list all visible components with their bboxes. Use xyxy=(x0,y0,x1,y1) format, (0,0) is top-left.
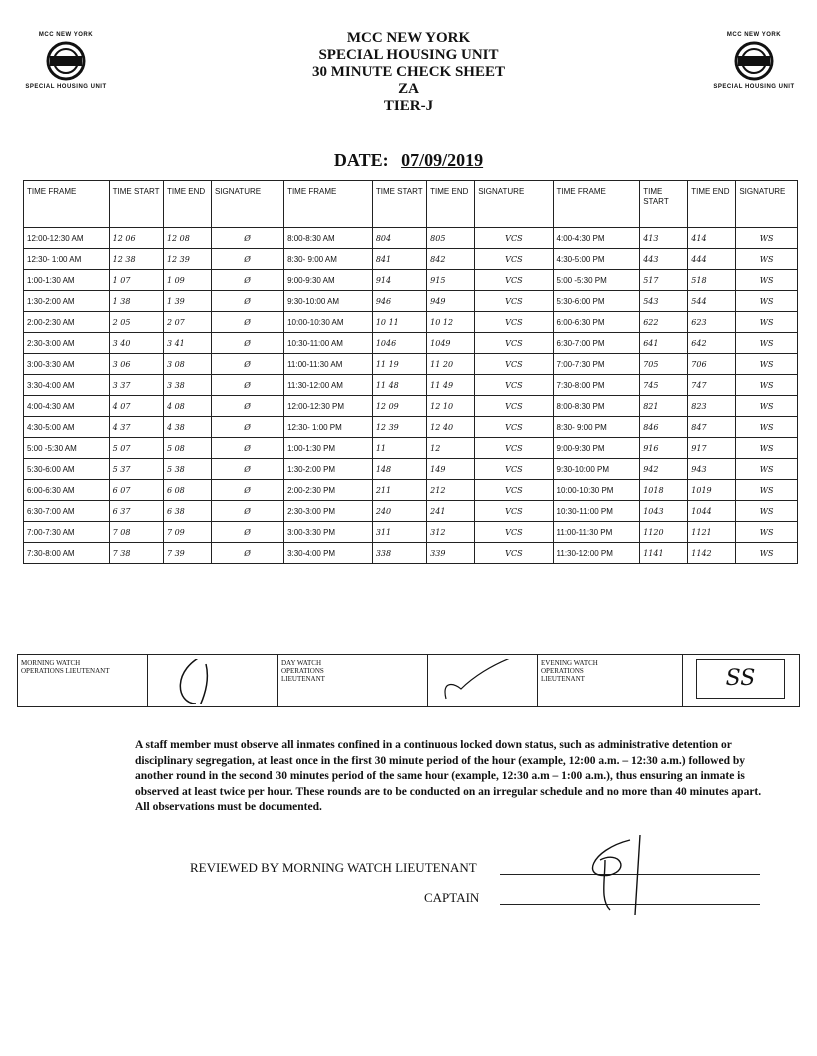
time-end-cell[interactable]: 12 40 xyxy=(427,417,475,438)
time-frame-cell: 2:30-3:00 AM xyxy=(24,333,110,354)
time-end-cell[interactable]: 4 08 xyxy=(163,396,211,417)
signature-cell[interactable]: VCS xyxy=(475,438,553,459)
time-start-cell[interactable]: 443 xyxy=(640,249,688,270)
header-line-4: ZA xyxy=(398,81,419,97)
col-time-frame: TIME FRAME xyxy=(284,181,373,228)
time-start-cell[interactable]: 5 37 xyxy=(109,459,163,480)
signature-cell[interactable]: WS xyxy=(736,522,798,543)
time-frame-cell: 5:30-6:00 AM xyxy=(24,459,110,480)
time-start-cell[interactable]: 1141 xyxy=(640,543,688,564)
time-start-cell[interactable]: 12 09 xyxy=(372,396,426,417)
morning-lieutenant-signature[interactable] xyxy=(148,655,278,706)
signature-cell[interactable]: WS xyxy=(736,417,798,438)
time-end-cell[interactable]: 6 08 xyxy=(163,480,211,501)
col-time-end: TIME END xyxy=(427,181,475,228)
signature-scribble xyxy=(151,659,271,704)
time-frame-cell: 2:30-3:00 PM xyxy=(284,501,373,522)
time-frame-cell: 10:00-10:30 AM xyxy=(284,312,373,333)
signature-cell[interactable]: VCS xyxy=(475,354,553,375)
time-frame-cell: 10:00-10:30 PM xyxy=(553,480,640,501)
time-start-cell[interactable]: 517 xyxy=(640,270,688,291)
time-end-cell[interactable]: 642 xyxy=(688,333,736,354)
time-start-cell[interactable]: 12 06 xyxy=(109,228,163,249)
time-start-cell[interactable]: 6 07 xyxy=(109,480,163,501)
document-header xyxy=(250,30,567,115)
evening-lieutenant-signature[interactable] xyxy=(683,655,798,706)
time-end-cell[interactable]: 847 xyxy=(688,417,736,438)
date-line xyxy=(0,150,817,171)
time-start-cell[interactable]: 7 38 xyxy=(109,543,163,564)
time-frame-cell: 4:30-5:00 AM xyxy=(24,417,110,438)
time-start-cell[interactable]: 148 xyxy=(372,459,426,480)
time-start-cell[interactable]: 543 xyxy=(640,291,688,312)
signature-cell[interactable]: VCS xyxy=(475,312,553,333)
time-frame-cell: 3:00-3:30 AM xyxy=(24,354,110,375)
time-end-cell[interactable]: 917 xyxy=(688,438,736,459)
table-header-row xyxy=(24,181,798,228)
time-end-cell[interactable]: 149 xyxy=(427,459,475,480)
time-frame-cell: 1:30-2:00 AM xyxy=(24,291,110,312)
time-end-cell[interactable]: 5 38 xyxy=(163,459,211,480)
time-end-cell[interactable]: 1044 xyxy=(688,501,736,522)
table-row xyxy=(24,522,798,543)
time-start-cell[interactable]: 841 xyxy=(372,249,426,270)
time-frame-cell: 6:30-7:00 PM xyxy=(553,333,640,354)
signature-cell[interactable]: WS xyxy=(736,249,798,270)
table-body xyxy=(24,228,798,564)
signature-cell[interactable]: VCS xyxy=(475,543,553,564)
time-frame-cell: 9:30-10:00 PM xyxy=(553,459,640,480)
time-end-cell[interactable]: 6 38 xyxy=(163,501,211,522)
time-frame-cell: 8:00-8:30 AM xyxy=(284,228,373,249)
signature-cell[interactable]: VCS xyxy=(475,249,553,270)
signature-cell[interactable]: WS xyxy=(736,291,798,312)
table-row xyxy=(24,459,798,480)
time-frame-cell: 4:00-4:30 AM xyxy=(24,396,110,417)
time-end-cell[interactable]: 1 39 xyxy=(163,291,211,312)
time-end-cell[interactable]: 414 xyxy=(688,228,736,249)
time-end-cell[interactable]: 7 09 xyxy=(163,522,211,543)
signature-cell[interactable]: WS xyxy=(736,333,798,354)
signature-cell[interactable]: Ø xyxy=(212,438,284,459)
time-frame-cell: 3:00-3:30 PM xyxy=(284,522,373,543)
time-start-cell[interactable]: 1120 xyxy=(640,522,688,543)
signature-cell[interactable]: WS xyxy=(736,480,798,501)
header-line-5: TIER-J xyxy=(383,98,434,114)
time-end-cell[interactable]: 12 08 xyxy=(163,228,211,249)
time-start-cell[interactable]: 1018 xyxy=(640,480,688,501)
time-frame-cell: 1:00-1:30 AM xyxy=(24,270,110,291)
time-start-cell[interactable]: 804 xyxy=(372,228,426,249)
time-frame-cell: 5:00 -5:30 PM xyxy=(553,270,640,291)
time-frame-cell: 9:00-9:30 AM xyxy=(284,270,373,291)
table-row xyxy=(24,333,798,354)
time-start-cell[interactable]: 6 37 xyxy=(109,501,163,522)
time-end-cell[interactable]: 1 09 xyxy=(163,270,211,291)
time-start-cell[interactable]: 1043 xyxy=(640,501,688,522)
time-start-cell[interactable]: 846 xyxy=(640,417,688,438)
logo-bottom-text: SPECIAL HOUSING UNIT xyxy=(713,84,795,90)
time-frame-cell: 6:00-6:30 AM xyxy=(24,480,110,501)
time-start-cell[interactable]: 12 38 xyxy=(109,249,163,270)
time-start-cell[interactable]: 622 xyxy=(640,312,688,333)
time-end-cell[interactable]: 11 20 xyxy=(427,354,475,375)
signature-cell[interactable]: VCS xyxy=(475,291,553,312)
time-frame-cell: 8:30- 9:00 PM xyxy=(553,417,640,438)
signature-cell[interactable]: Ø xyxy=(212,291,284,312)
signature-cell[interactable]: Ø xyxy=(212,333,284,354)
reviewer-signature-scribble xyxy=(560,830,680,920)
time-start-cell[interactable]: 11 19 xyxy=(372,354,426,375)
logo-bottom-text: SPECIAL HOUSING UNIT xyxy=(25,84,107,90)
logo-right xyxy=(694,32,814,90)
time-end-cell[interactable]: 544 xyxy=(688,291,736,312)
signature-cell[interactable]: VCS xyxy=(475,417,553,438)
table-row xyxy=(24,354,798,375)
time-start-cell[interactable]: 4 07 xyxy=(109,396,163,417)
time-start-cell[interactable]: 745 xyxy=(640,375,688,396)
day-lieutenant-label: DAY WATCH OPERATIONS LIEUTENANT xyxy=(281,659,325,683)
header-line-2: SPECIAL HOUSING UNIT xyxy=(318,47,499,63)
time-end-cell[interactable]: 11 49 xyxy=(427,375,475,396)
table-row xyxy=(24,501,798,522)
signature-cell[interactable]: VCS xyxy=(475,522,553,543)
col-time-start: TIME START xyxy=(109,181,163,228)
time-end-cell[interactable]: 241 xyxy=(427,501,475,522)
time-frame-cell: 7:00-7:30 PM xyxy=(553,354,640,375)
time-start-cell[interactable]: 705 xyxy=(640,354,688,375)
time-end-cell[interactable]: 4 38 xyxy=(163,417,211,438)
time-start-cell[interactable]: 311 xyxy=(372,522,426,543)
time-frame-cell: 4:00-4:30 PM xyxy=(553,228,640,249)
time-end-cell[interactable]: 12 xyxy=(427,438,475,459)
table-row xyxy=(24,417,798,438)
signature-cell[interactable]: VCS xyxy=(475,459,553,480)
time-end-cell[interactable]: 747 xyxy=(688,375,736,396)
signature-cell[interactable]: WS xyxy=(736,459,798,480)
time-end-cell[interactable]: 212 xyxy=(427,480,475,501)
table-row xyxy=(24,312,798,333)
signature-cell[interactable]: WS xyxy=(736,312,798,333)
table-row xyxy=(24,228,798,249)
signature-cell[interactable]: Ø xyxy=(212,543,284,564)
logo-top-text: MCC NEW YORK xyxy=(726,32,782,38)
time-end-cell[interactable]: 623 xyxy=(688,312,736,333)
time-frame-cell: 4:30-5:00 PM xyxy=(553,249,640,270)
table-row xyxy=(24,438,798,459)
time-end-cell[interactable]: 1142 xyxy=(688,543,736,564)
time-end-cell[interactable]: 444 xyxy=(688,249,736,270)
time-end-cell[interactable]: 949 xyxy=(427,291,475,312)
time-start-cell[interactable]: 2 05 xyxy=(109,312,163,333)
time-start-cell[interactable]: 3 06 xyxy=(109,354,163,375)
signature-cell[interactable]: Ø xyxy=(212,417,284,438)
time-frame-cell: 8:00-8:30 PM xyxy=(553,396,640,417)
time-end-cell[interactable]: 823 xyxy=(688,396,736,417)
signature-cell[interactable]: VCS xyxy=(475,480,553,501)
time-end-cell[interactable]: 842 xyxy=(427,249,475,270)
col-signature: SIGNATURE xyxy=(736,181,798,228)
time-frame-cell: 11:30-12:00 AM xyxy=(284,375,373,396)
time-frame-cell: 1:00-1:30 PM xyxy=(284,438,373,459)
time-end-cell[interactable]: 5 08 xyxy=(163,438,211,459)
time-end-cell[interactable]: 12 39 xyxy=(163,249,211,270)
time-frame-cell: 3:30-4:00 PM xyxy=(284,543,373,564)
signature-cell[interactable]: Ø xyxy=(212,312,284,333)
signature-cell[interactable]: Ø xyxy=(212,375,284,396)
time-end-cell[interactable]: 518 xyxy=(688,270,736,291)
time-start-cell[interactable]: 641 xyxy=(640,333,688,354)
time-end-cell[interactable]: 312 xyxy=(427,522,475,543)
signature-cell[interactable]: Ø xyxy=(212,459,284,480)
time-start-cell[interactable]: 4 37 xyxy=(109,417,163,438)
captain-label: CAPTAIN xyxy=(424,890,480,905)
time-frame-cell: 5:00 -5:30 AM xyxy=(24,438,110,459)
time-frame-cell: 11:00-11:30 AM xyxy=(284,354,373,375)
signature-scribble xyxy=(431,659,531,704)
time-frame-cell: 7:30-8:00 AM xyxy=(24,543,110,564)
signature-cell[interactable]: VCS xyxy=(475,375,553,396)
table-row xyxy=(24,396,798,417)
time-frame-cell: 11:00-11:30 PM xyxy=(553,522,640,543)
signature-cell[interactable]: WS xyxy=(736,501,798,522)
time-start-cell[interactable]: 946 xyxy=(372,291,426,312)
seal-icon xyxy=(732,41,776,81)
time-start-cell[interactable]: 413 xyxy=(640,228,688,249)
policy-paragraph: A staff member must observe all inmates confined in a continuous locked down status, such as administrative detention or disciplinary segregation, at least once in the first 30 minute period of the hour (example, 12:00 a.m. – 12:30 a.m.) followed by another round in the second 30 minutes period of the same hour (example, 12:30 a.m – 1:00 a.m.), thus ensuring an inmate is observed at least twice per hour. These rounds are to be conducted on an irregular schedule and no more than 40 minutes apart. All observations must be documented. xyxy=(135,739,762,813)
signature-cell[interactable]: VCS xyxy=(475,501,553,522)
signature-cell[interactable]: Ø xyxy=(212,501,284,522)
time-end-cell[interactable]: 3 41 xyxy=(163,333,211,354)
time-frame-cell: 6:00-6:30 PM xyxy=(553,312,640,333)
time-end-cell[interactable]: 706 xyxy=(688,354,736,375)
time-end-cell[interactable]: 805 xyxy=(427,228,475,249)
table-row xyxy=(24,270,798,291)
signature-cell[interactable]: WS xyxy=(736,270,798,291)
date-label: DATE: xyxy=(333,150,389,170)
time-frame-cell: 9:30-10:00 AM xyxy=(284,291,373,312)
day-lieutenant-signature[interactable] xyxy=(428,655,538,706)
signature-cell[interactable]: Ø xyxy=(212,354,284,375)
time-frame-cell: 2:00-2:30 AM xyxy=(24,312,110,333)
signature-cell[interactable]: WS xyxy=(736,396,798,417)
signature-cell[interactable]: VCS xyxy=(475,270,553,291)
header-line-3: 30 MINUTE CHECK SHEET xyxy=(312,64,505,80)
time-frame-cell: 9:00-9:30 PM xyxy=(553,438,640,459)
col-signature: SIGNATURE xyxy=(212,181,284,228)
signature-cell[interactable]: Ø xyxy=(212,249,284,270)
date-value: 07/09/2019 xyxy=(401,150,484,170)
time-start-cell[interactable]: 240 xyxy=(372,501,426,522)
time-frame-cell: 5:30-6:00 PM xyxy=(553,291,640,312)
time-end-cell[interactable]: 915 xyxy=(427,270,475,291)
time-frame-cell: 12:30- 1:00 PM xyxy=(284,417,373,438)
time-start-cell[interactable]: 942 xyxy=(640,459,688,480)
time-frame-cell: 3:30-4:00 AM xyxy=(24,375,110,396)
signature-cell[interactable]: VCS xyxy=(475,228,553,249)
col-time-end: TIME END xyxy=(688,181,736,228)
signature-cell[interactable]: WS xyxy=(736,438,798,459)
time-start-cell[interactable]: 12 39 xyxy=(372,417,426,438)
col-time-frame: TIME FRAME xyxy=(24,181,110,228)
time-start-cell[interactable]: 211 xyxy=(372,480,426,501)
time-start-cell[interactable]: 338 xyxy=(372,543,426,564)
signature-cell[interactable]: Ø xyxy=(212,522,284,543)
time-frame-cell: 10:30-11:00 AM xyxy=(284,333,373,354)
time-frame-cell: 7:30-8:00 PM xyxy=(553,375,640,396)
time-frame-cell: 7:00-7:30 AM xyxy=(24,522,110,543)
time-end-cell[interactable]: 12 10 xyxy=(427,396,475,417)
time-start-cell[interactable]: 7 08 xyxy=(109,522,163,543)
time-start-cell[interactable]: 916 xyxy=(640,438,688,459)
header-line-1: MCC NEW YORK xyxy=(346,30,471,46)
lieutenant-row xyxy=(17,654,800,707)
time-end-cell[interactable]: 339 xyxy=(427,543,475,564)
signature-cell[interactable]: WS xyxy=(736,228,798,249)
signature-cell[interactable]: VCS xyxy=(475,396,553,417)
time-start-cell[interactable]: 11 xyxy=(372,438,426,459)
time-end-cell[interactable]: 7 39 xyxy=(163,543,211,564)
time-frame-cell: 1:30-2:00 PM xyxy=(284,459,373,480)
signature-cell[interactable]: Ø xyxy=(212,396,284,417)
time-start-cell[interactable]: 914 xyxy=(372,270,426,291)
time-start-cell[interactable]: 3 40 xyxy=(109,333,163,354)
table-row xyxy=(24,375,798,396)
time-end-cell[interactable]: 10 12 xyxy=(427,312,475,333)
evening-lieutenant-label: EVENING WATCH OPERATIONS LIEUTENANT xyxy=(541,659,598,683)
morning-lieutenant-label: MORNING WATCH OPERATIONS LIEUTENANT xyxy=(21,659,110,675)
signature-cell[interactable]: Ø xyxy=(212,228,284,249)
time-frame-cell: 11:30-12:00 PM xyxy=(553,543,640,564)
signature-cell[interactable]: Ø xyxy=(212,270,284,291)
col-signature: SIGNATURE xyxy=(475,181,553,228)
time-start-cell[interactable]: 11 48 xyxy=(372,375,426,396)
time-frame-cell: 6:30-7:00 AM xyxy=(24,501,110,522)
table-row xyxy=(24,291,798,312)
time-start-cell[interactable]: 5 07 xyxy=(109,438,163,459)
time-start-cell[interactable]: 1046 xyxy=(372,333,426,354)
time-frame-cell: 12:00-12:30 PM xyxy=(284,396,373,417)
col-time-start: TIME START xyxy=(372,181,426,228)
logo-left xyxy=(6,32,126,90)
time-end-cell[interactable]: 943 xyxy=(688,459,736,480)
time-start-cell[interactable]: 1 07 xyxy=(109,270,163,291)
table-row xyxy=(24,249,798,270)
time-start-cell[interactable]: 10 11 xyxy=(372,312,426,333)
day-lieutenant-label-cell xyxy=(278,655,428,706)
morning-lieutenant-label-cell xyxy=(18,655,148,706)
signature-cell[interactable]: WS xyxy=(736,543,798,564)
evening-signature-box: SS xyxy=(696,659,785,699)
signature-cell[interactable]: WS xyxy=(736,375,798,396)
time-frame-cell: 12:00-12:30 AM xyxy=(24,228,110,249)
table-row xyxy=(24,543,798,564)
time-frame-cell: 2:00-2:30 PM xyxy=(284,480,373,501)
check-table xyxy=(23,180,798,564)
time-frame-cell: 10:30-11:00 PM xyxy=(553,501,640,522)
col-time-start: TIME START xyxy=(640,181,688,228)
signature-cell[interactable]: VCS xyxy=(475,333,553,354)
time-end-cell[interactable]: 1019 xyxy=(688,480,736,501)
signature-cell[interactable]: WS xyxy=(736,354,798,375)
logo-top-text: MCC NEW YORK xyxy=(38,32,94,38)
time-frame-cell: 12:30- 1:00 AM xyxy=(24,249,110,270)
time-end-cell[interactable]: 3 08 xyxy=(163,354,211,375)
time-frame-cell: 8:30- 9:00 AM xyxy=(284,249,373,270)
time-end-cell[interactable]: 2 07 xyxy=(163,312,211,333)
time-start-cell[interactable]: 821 xyxy=(640,396,688,417)
signature-cell[interactable]: Ø xyxy=(212,480,284,501)
seal-icon xyxy=(44,41,88,81)
time-start-cell[interactable]: 1 38 xyxy=(109,291,163,312)
reviewed-by-label: REVIEWED BY MORNING WATCH LIEUTENANT xyxy=(190,860,477,875)
time-end-cell[interactable]: 1121 xyxy=(688,522,736,543)
col-time-end: TIME END xyxy=(163,181,211,228)
time-start-cell[interactable]: 3 37 xyxy=(109,375,163,396)
col-time-frame: TIME FRAME xyxy=(553,181,640,228)
time-end-cell[interactable]: 3 38 xyxy=(163,375,211,396)
evening-lieutenant-label-cell xyxy=(538,655,683,706)
table-row xyxy=(24,480,798,501)
time-end-cell[interactable]: 1049 xyxy=(427,333,475,354)
